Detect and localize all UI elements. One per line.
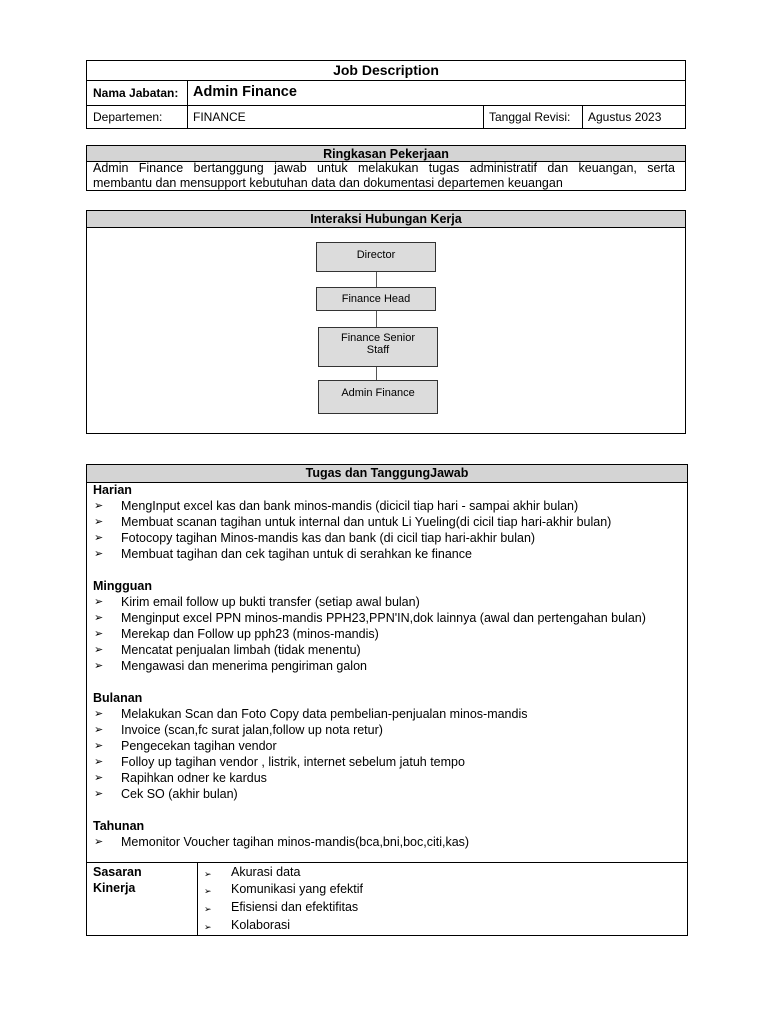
task-item: Invoice (scan,fc surat jalan,follow up nota retur) [121, 723, 383, 737]
bullet-icon: ➢ [94, 628, 104, 640]
bullet-icon: ➢ [94, 660, 104, 672]
section-tahunan: Tahunan [93, 819, 145, 833]
sasaran-item: Komunikasi yang efektif [231, 882, 364, 896]
task-item: Mengawasi dan menerima pengiriman galon [121, 659, 367, 673]
nama-jabatan-label: Nama Jabatan: [93, 86, 179, 100]
bullet-icon: ➢ [204, 869, 212, 879]
task-item: Menginput excel PPN minos-mandis PPH23,PPN'IN,dok lainnya (awal dan pertengahan bulan) [121, 611, 646, 625]
section-harian: Harian [93, 483, 132, 497]
departemen-value: FINANCE [193, 110, 246, 124]
task-item: Cek SO (akhir bulan) [121, 787, 238, 801]
sasaran-label: Sasaran Kinerja [93, 865, 142, 895]
task-item: Folloy up tagihan vendor , listrik, internet sebelum jatuh tempo [121, 755, 465, 769]
bullet-icon: ➢ [94, 708, 104, 720]
org-node-finance-senior-staff: Finance Senior Staff [318, 327, 438, 367]
bullet-icon: ➢ [94, 788, 104, 800]
task-item: Rapihkan odner ke kardus [121, 771, 267, 785]
sasaran-item: Akurasi data [231, 865, 301, 879]
sasaran-item: Efisiensi dan efektifitas [231, 900, 359, 914]
org-node-finance-head: Finance Head [316, 287, 436, 311]
bullet-icon: ➢ [94, 548, 104, 560]
bullet-icon: ➢ [94, 500, 104, 512]
bullet-icon: ➢ [94, 596, 104, 608]
section-mingguan: Mingguan [93, 579, 153, 593]
org-node-admin-finance: Admin Finance [318, 380, 438, 414]
task-item: Melakukan Scan dan Foto Copy data pembelian-penjualan minos-mandis [121, 707, 528, 721]
bullet-icon: ➢ [94, 836, 104, 848]
tasks-title: Tugas dan TanggungJawab [87, 465, 687, 483]
bullet-icon: ➢ [94, 756, 104, 768]
task-item: Kirim email follow up bukti transfer (setiap awal bulan) [121, 595, 420, 609]
task-item: Membuat scanan tagihan untuk internal dan untuk Li Yueling(di cicil tiap hari-akhir bulan) [121, 515, 612, 529]
task-item: Mencatat penjualan limbah (tidak menentu) [121, 643, 361, 657]
bullet-icon: ➢ [94, 740, 104, 752]
task-item: Merekap dan Follow up pph23 (minos-mandis) [121, 627, 379, 641]
bullet-icon: ➢ [94, 772, 104, 784]
tanggal-revisi-value: Agustus 2023 [588, 110, 662, 124]
summary-line-1: Admin Finance bertanggung jawab untuk melakukan tugas administratif dan keuangan, serta [93, 161, 675, 175]
task-item: MengInput excel kas dan bank minos-mandis (dicicil tiap hari - sampai akhir bulan) [121, 499, 579, 513]
bullet-icon: ➢ [94, 644, 104, 656]
bullet-icon: ➢ [94, 724, 104, 736]
task-item: Membuat tagihan dan cek tagihan untuk di serahkan ke finance [121, 547, 472, 561]
sasaran-item: Kolaborasi [231, 918, 291, 932]
bullet-icon: ➢ [204, 904, 212, 914]
nama-jabatan-value: Admin Finance [193, 84, 297, 100]
task-item: Fotocopy tagihan Minos-mandis kas dan bank (di cicil tiap hari-akhir bulan) [121, 531, 536, 545]
departemen-label: Departemen: [93, 110, 163, 124]
task-item: Pengecekan tagihan vendor [121, 739, 277, 753]
summary-title: Ringkasan Pekerjaan [87, 146, 685, 162]
bullet-icon: ➢ [204, 886, 212, 896]
document-title: Job Description [333, 62, 439, 78]
task-item: Memonitor Voucher tagihan minos-mandis(bca,bni,boc,citi,kas) [121, 835, 470, 849]
bullet-icon: ➢ [94, 516, 104, 528]
tanggal-revisi-label: Tanggal Revisi: [489, 110, 571, 124]
org-chart-title: Interaksi Hubungan Kerja [87, 211, 685, 228]
bullet-icon: ➢ [204, 922, 212, 932]
bullet-icon: ➢ [94, 612, 104, 624]
bullet-icon: ➢ [94, 532, 104, 544]
summary-line-2: membantu dan mensupport kebutuhan data dan dokumentasi departemen keuangan [93, 176, 563, 190]
org-node-director: Director [316, 242, 436, 272]
section-bulanan: Bulanan [93, 691, 143, 705]
